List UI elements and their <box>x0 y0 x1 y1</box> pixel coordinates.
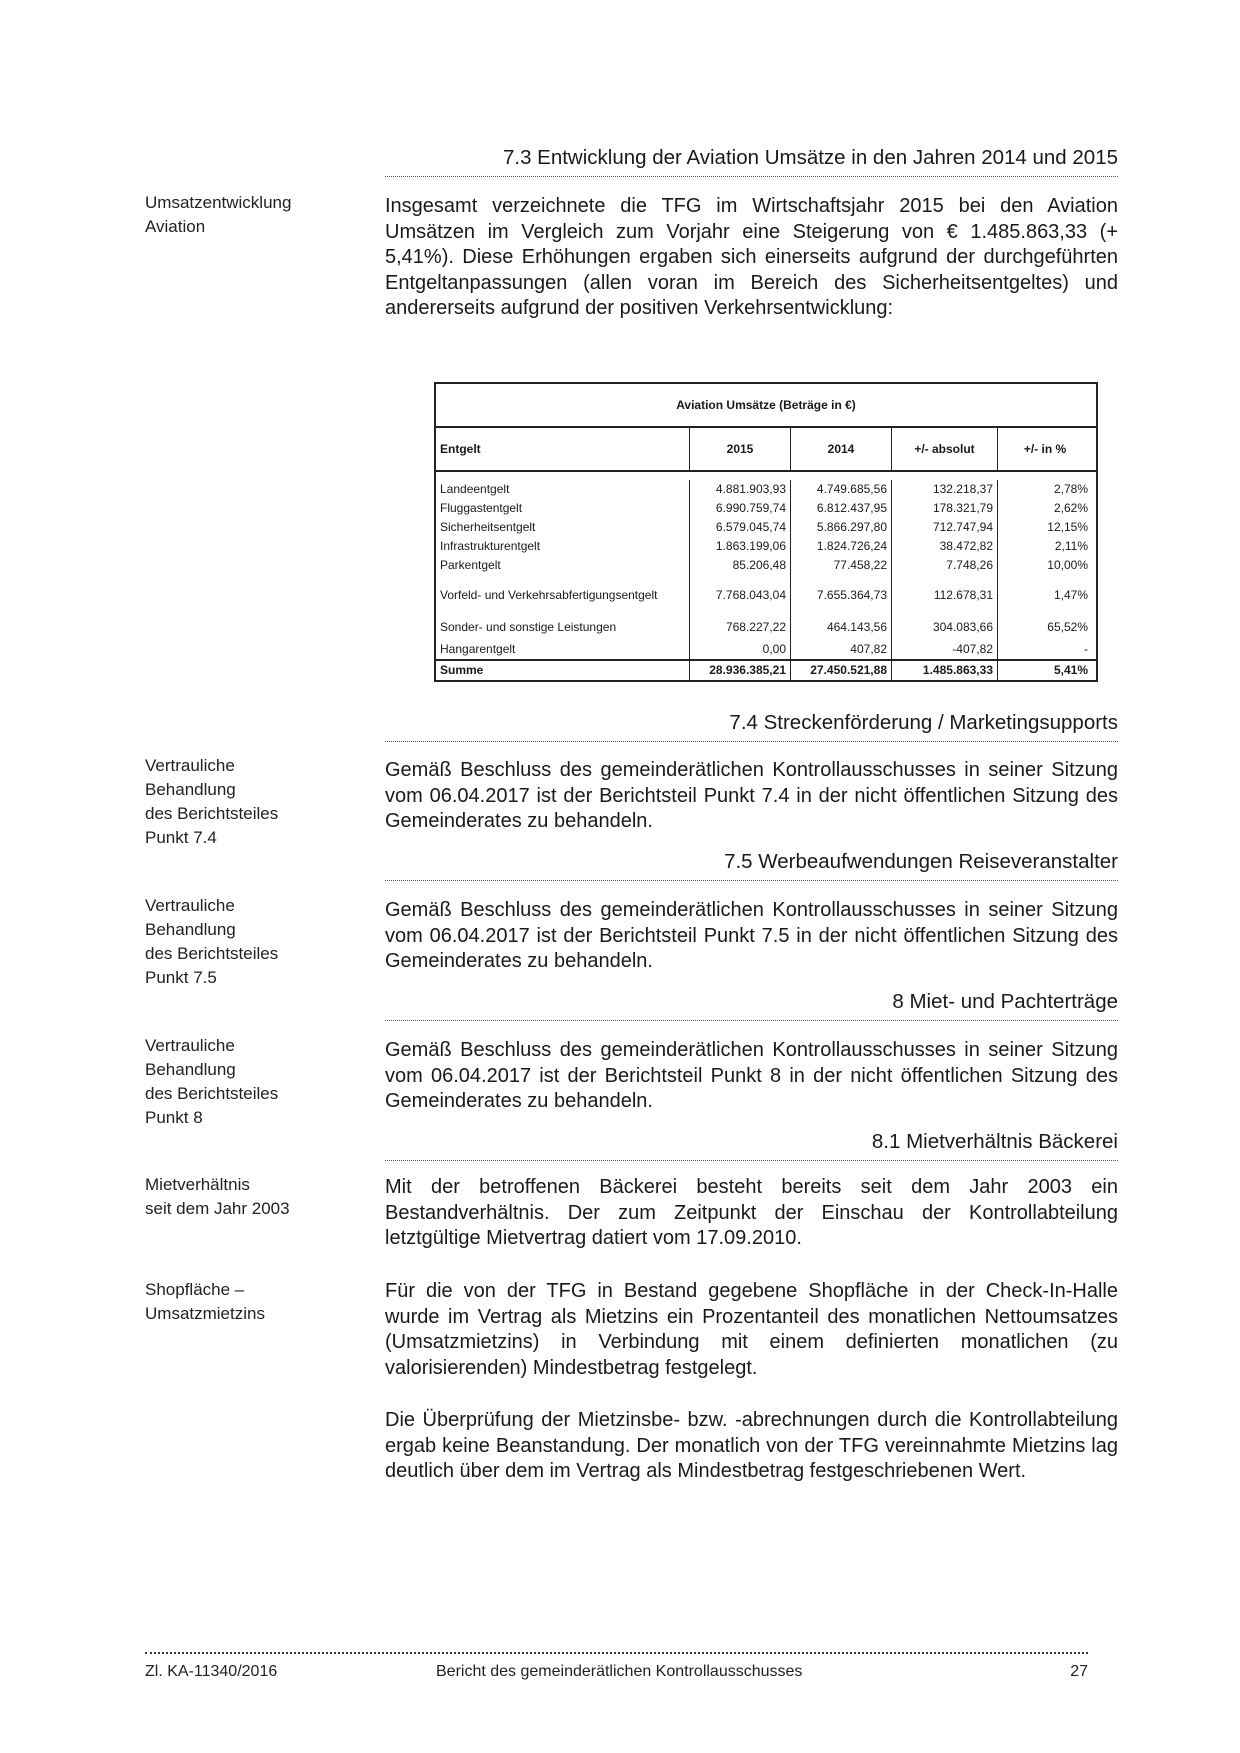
table-body <box>436 472 1096 680</box>
aviation-revenue-table <box>434 382 1098 682</box>
footer-reference: Zl. KA-11340/2016 <box>145 1663 278 1680</box>
footer-title: Bericht des gemeinderätlichen Kontrollausschusses <box>436 1663 803 1680</box>
margin-note-mietverhaeltnis: Mietverhältnis seit dem Jahr 2003 <box>145 1175 290 1218</box>
margin-note-umsatzentwicklung: Umsatzentwicklung Aviation <box>145 193 292 236</box>
section-8-1-paragraph-3: Die Überprüfung der Mietzinsbe- bzw. -abrechnungen durch die Kontrollabteilung ergab keine Beanstandung. Der monatlich von der TFG vereinnahmte Mietzins lag deutlich über dem im Vertrag als Mindestbetrag festgeschriebenen Wert. <box>385 1409 1118 1482</box>
section-8-1-heading: 8.1 Mietverhältnis Bäckerei <box>385 1130 1118 1161</box>
page-number: 27 <box>1070 1663 1088 1680</box>
margin-note-shopflaeche: Shopfläche – Umsatzmietzins <box>145 1280 265 1323</box>
margin-note-punkt-8: Vertrauliche Behandlung des Berichtsteiles Punkt 8 <box>145 1036 279 1127</box>
footer-divider <box>145 1652 1088 1654</box>
header-entgelt: Entgelt <box>440 442 481 456</box>
table-row: Parkentgelt 85.206,48 77.458,22 7.748,26 10,00% <box>436 556 1096 575</box>
table-row: Sicherheitsentgelt 6.579.045,74 5.866.297,80 712.747,94 12,15% <box>436 518 1096 537</box>
table-row: Fluggastentgelt 6.990.759,74 6.812.437,95 178.321,79 2,62% <box>436 499 1096 518</box>
table-row: Landeentgelt 4.881.903,93 4.749.685,56 132.218,37 2,78% <box>436 480 1096 499</box>
section-7-3-heading: 7.3 Entwicklung der Aviation Umsätze in den Jahren 2014 und 2015 <box>385 146 1118 177</box>
section-7-4-heading: 7.4 Streckenförderung / Marketingsupports <box>385 711 1118 742</box>
header-prozent: +/- in % <box>997 428 1092 470</box>
table-row: Infrastrukturentgelt 1.863.199,06 1.824.726,24 38.472,82 2,11% <box>436 537 1096 556</box>
section-7-3-paragraph: Insgesamt verzeichnete die TFG im Wirtschaftsjahr 2015 bei den Aviation Umsätzen im Vergleich zum Vorjahr eine Steigerung von € 1.485.863,33 (+ 5,41%). Diese Erhöhungen ergaben sich einerseits aufgrund der durchgeführten Entgeltanpassungen (allen voran im Bereich des Sicherheitsentgeltes) und andererseits aufgrund der positiven Verkehrsentwicklung: <box>385 195 1118 319</box>
header-2014: 2014 <box>790 428 891 470</box>
header-absolut: +/- absolut <box>891 428 997 470</box>
section-8-paragraph: Gemäß Beschluss des gemeinderätlichen Kontrollausschusses in seiner Sitzung vom 06.04.2017 ist der Berichtsteil Punkt 8 in der nicht öffentlichen Sitzung des Gemeinderates zu behandeln. <box>385 1039 1118 1112</box>
table-row: Sonder- und sonstige Leistungen 768.227,22 464.143,56 304.083,66 65,52% <box>436 615 1096 640</box>
table-header <box>436 428 1096 472</box>
table-title: Aviation Umsätze (Beträge in €) <box>436 384 1096 428</box>
table-row: Vorfeld- und Verkehrsabfertigungsentgelt 7.768.043,04 7.655.364,73 112.678,31 1,47% <box>436 575 1096 615</box>
section-8-heading: 8 Miet- und Pachterträge <box>385 990 1118 1021</box>
section-7-5-paragraph: Gemäß Beschluss des gemeinderätlichen Kontrollausschusses in seiner Sitzung vom 06.04.2017 ist der Berichtsteil Punkt 7.5 in der nicht öffentlichen Sitzung des Gemeinderates zu behandeln. <box>385 899 1118 972</box>
margin-note-punkt-7-4: Vertrauliche Behandlung des Berichtsteiles Punkt 7.4 <box>145 756 279 847</box>
margin-note-punkt-7-5: Vertrauliche Behandlung des Berichtsteiles Punkt 7.5 <box>145 896 279 987</box>
section-7-5-heading: 7.5 Werbeaufwendungen Reiseveranstalter <box>385 850 1118 881</box>
section-8-1-paragraph-2: Für die von der TFG in Bestand gegebene Shopfläche in der Check-In-Halle wurde im Vertrag als Mietzins ein Prozentanteil des monatlichen Nettoumsatzes (Umsatzmietzins) in Verbindung mit einem definierten monatlichen (zu valorisierenden) Mindestbetrag festgelegt. <box>385 1280 1118 1379</box>
table-row: Hangarentgelt 0,00 407,82 -407,82 - <box>436 640 1096 659</box>
section-8-1-paragraph-1: Mit der betroffenen Bäckerei besteht bereits seit dem Jahr 2003 ein Bestandverhältnis. Der zum Zeitpunkt der Einschau der Kontrollabteilung letztgültige Mietvertrag datiert vom 17.09.2010. <box>385 1176 1118 1249</box>
header-2015: 2015 <box>689 428 790 470</box>
table-sum-row: Summe 28.936.385,21 27.450.521,88 1.485.863,33 5,41% <box>436 659 1096 680</box>
section-7-4-paragraph: Gemäß Beschluss des gemeinderätlichen Kontrollausschusses in seiner Sitzung vom 06.04.2017 ist der Berichtsteil Punkt 7.4 in der nicht öffentlichen Sitzung des Gemeinderates zu behandeln. <box>385 759 1118 832</box>
